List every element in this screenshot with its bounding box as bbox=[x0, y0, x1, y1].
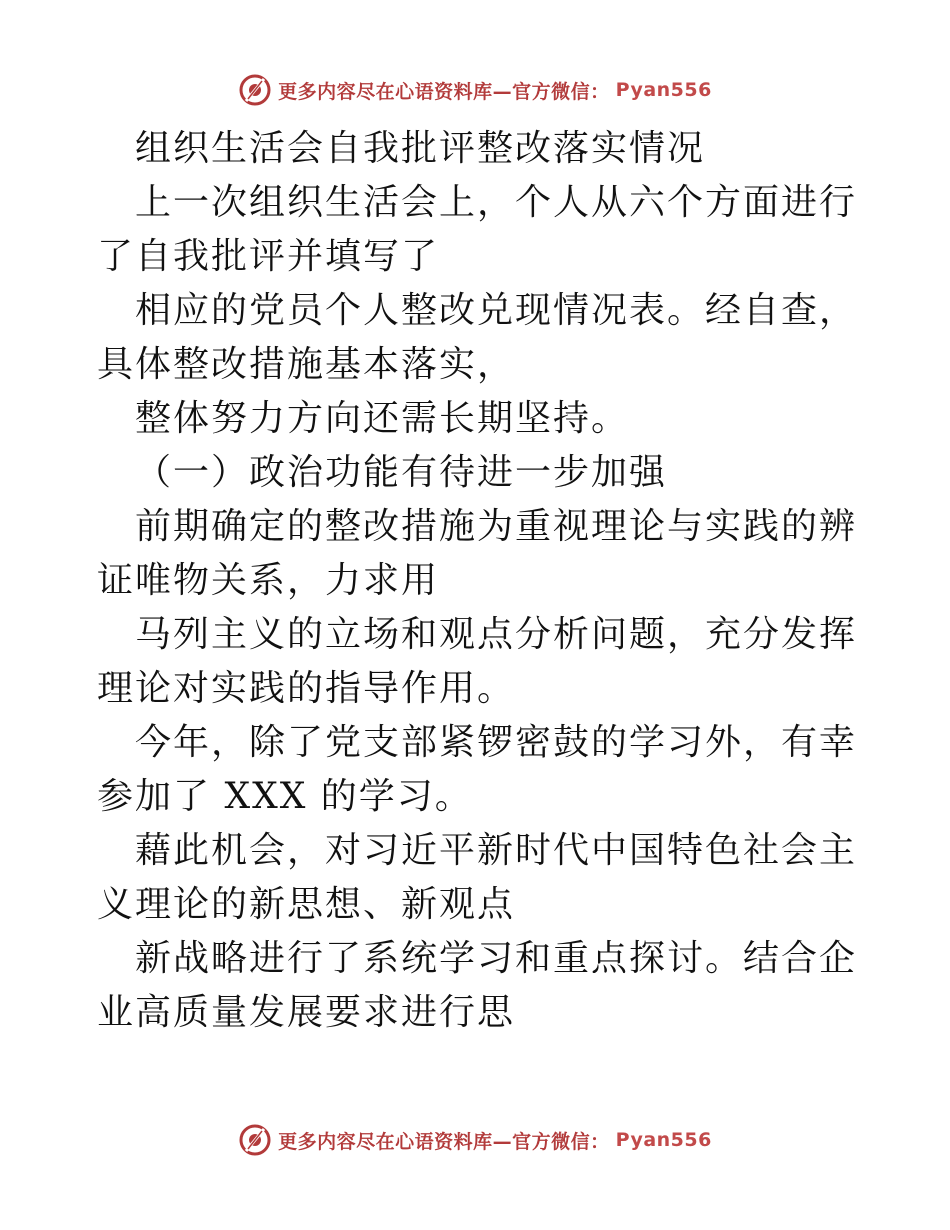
document-title: 组织生活会自我批评整改落实情况 bbox=[135, 128, 706, 169]
paragraph: 藉此机会，对习近平新时代中国特色社会主义理论的新思想、新观点 bbox=[97, 830, 858, 925]
paragraph: 马列主义的立场和观点分析问题，充分发挥理论对实践的指导作用。 bbox=[97, 614, 858, 709]
watermark-account: Pyan556 bbox=[615, 79, 712, 101]
watermark-account: Pyan556 bbox=[615, 1129, 712, 1151]
paragraph: 相应的党员个人整改兑现情况表。经自查，具体整改措施基本落实， bbox=[97, 290, 858, 385]
header-watermark bbox=[0, 70, 950, 110]
footer-watermark bbox=[0, 1120, 950, 1160]
brand-logo-icon bbox=[238, 1123, 272, 1157]
paragraph: 上一次组织生活会上，个人从六个方面进行了自我批评并填写了 bbox=[97, 182, 858, 277]
brand-logo-icon bbox=[238, 73, 272, 107]
watermark-text: 更多内容尽在心语资料库—官方微信： bbox=[278, 1130, 610, 1153]
paragraph: 整体努力方向还需长期坚持。 bbox=[135, 398, 630, 439]
watermark-text: 更多内容尽在心语资料库—官方微信： bbox=[278, 80, 610, 103]
paragraph: 新战略进行了系统学习和重点探讨。结合企业高质量发展要求进行思 bbox=[97, 938, 858, 1033]
document-body bbox=[97, 122, 857, 1040]
section-heading: （一）政治功能有待进一步加强 bbox=[135, 452, 668, 493]
paragraph: 前期确定的整改措施为重视理论与实践的辨证唯物关系，力求用 bbox=[97, 506, 858, 601]
paragraph: 今年，除了党支部紧锣密鼓的学习外，有幸参加了 XXX 的学习。 bbox=[97, 722, 858, 817]
